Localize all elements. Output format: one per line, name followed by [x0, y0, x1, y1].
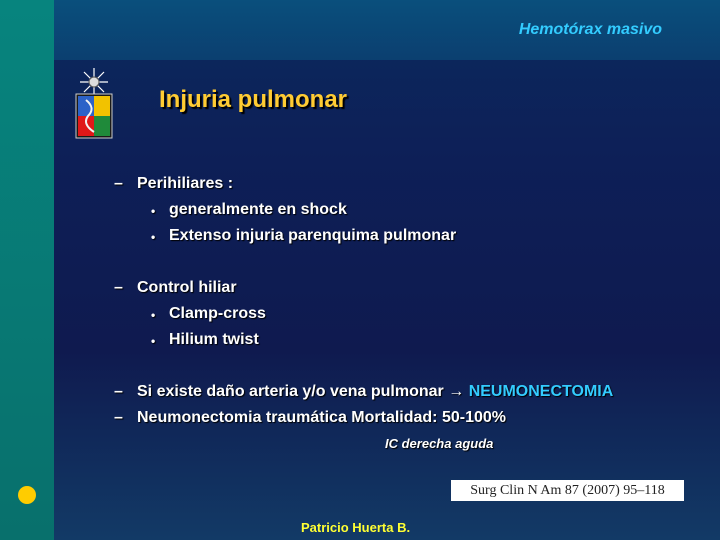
yellow-dot-icon	[18, 486, 36, 504]
item-text: Control hiliar	[137, 279, 237, 296]
item-text: Perihiliares :	[137, 175, 234, 192]
dash-marker: –	[114, 175, 123, 192]
bullet-marker: •	[151, 334, 156, 348]
dash-marker: –	[114, 279, 123, 296]
item-text: Si existe daño arteria y/o vena pulmonar	[137, 383, 444, 400]
author-name: Patricio Huerta B.	[301, 520, 411, 535]
item-text: Clamp-cross	[169, 305, 266, 322]
arrow-icon: →	[448, 383, 465, 400]
bullet-marker: •	[151, 230, 156, 244]
slide-title: Injuria pulmonar	[159, 86, 348, 113]
header-title: Hemotórax masivo	[518, 21, 662, 38]
dash-marker: –	[114, 383, 123, 400]
dash-marker: –	[114, 409, 123, 426]
item-text: Extenso injuria parenquima pulmonar	[169, 227, 457, 244]
highlight-text: NEUMONECTOMIA	[468, 383, 614, 400]
item-text: Hilium twist	[169, 331, 259, 348]
item-text: Neumonectomia traumática Mortalidad: 50-100%	[137, 409, 506, 426]
bullet-marker: •	[151, 204, 156, 218]
item-text: generalmente en shock	[169, 201, 347, 218]
item-text-with-highlight	[137, 383, 613, 401]
bullet-marker: •	[151, 308, 156, 322]
annotation-note: IC derecha aguda	[385, 436, 494, 451]
citation-box: Surg Clin N Am 87 (2007) 95–118	[451, 480, 684, 501]
